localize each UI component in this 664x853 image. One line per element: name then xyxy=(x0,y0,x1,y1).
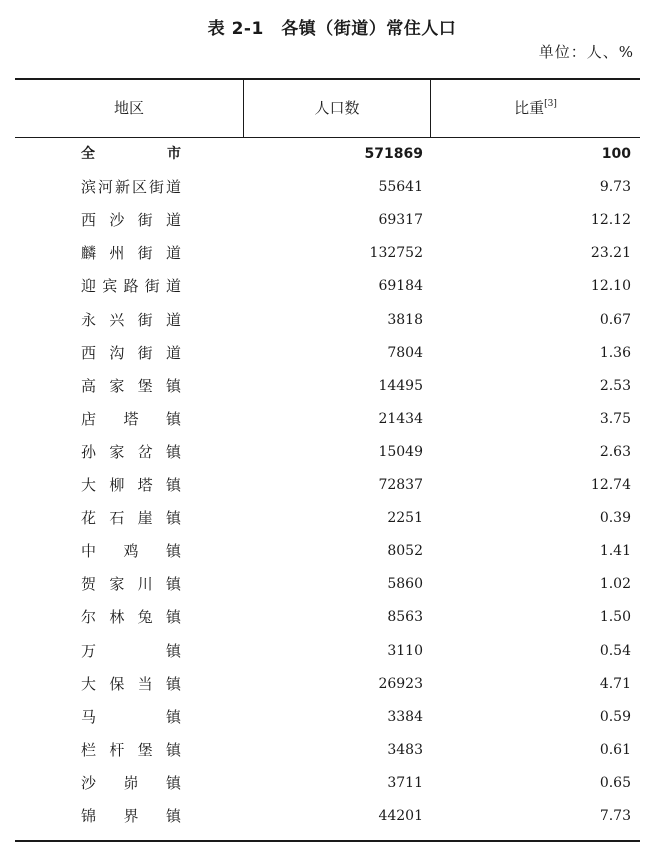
header-region: 地区 xyxy=(113,99,144,117)
region-name: 高家堡镇 xyxy=(81,376,181,395)
population-value: 55641 xyxy=(378,179,423,196)
share-value: 7.73 xyxy=(599,808,631,824)
share-value: 9.73 xyxy=(599,179,631,196)
unit-label: 单位：人、% xyxy=(538,43,634,61)
share-value: 4.71 xyxy=(599,675,631,692)
population-value: 15049 xyxy=(378,443,423,460)
region-name: 麟州街道 xyxy=(81,244,181,263)
region-name: 迎宾路街道 xyxy=(81,277,181,296)
table-row xyxy=(0,568,664,601)
share-value: 0.65 xyxy=(599,774,631,791)
region-name: 栏杆堡镇 xyxy=(81,740,181,759)
region-name: 万镇 xyxy=(81,641,181,660)
share-value: 0.54 xyxy=(599,642,631,659)
region-name: 花石崖镇 xyxy=(81,509,181,528)
population-value: 69317 xyxy=(378,212,423,229)
table-title: 表 2-1 各镇（街道）常住人口 xyxy=(207,19,457,39)
share-value: 1.41 xyxy=(599,543,631,560)
population-value: 21434 xyxy=(378,410,423,427)
table-row xyxy=(0,668,664,701)
region-name: 滨河新区街道 xyxy=(81,178,181,197)
region-name: 永兴街道 xyxy=(81,310,181,329)
table-row xyxy=(0,469,664,502)
header-share-footnote: [3] xyxy=(544,99,557,109)
region-name: 全市 xyxy=(81,146,181,162)
share-value: 1.02 xyxy=(599,576,631,593)
table-row xyxy=(0,601,664,634)
population-value: 14495 xyxy=(378,377,423,394)
header-share-label: 比重 xyxy=(514,99,545,117)
population-value: 132752 xyxy=(369,245,423,262)
table-row xyxy=(0,204,664,237)
share-value: 12.10 xyxy=(590,278,631,295)
table-bottom-rule xyxy=(15,840,640,842)
region-name: 西沙街道 xyxy=(81,211,181,230)
share-value: 0.59 xyxy=(599,708,631,725)
population-value: 44201 xyxy=(378,808,423,824)
population-value: 72837 xyxy=(378,477,423,493)
population-value: 3711 xyxy=(387,774,423,791)
header-population: 人口数 xyxy=(314,99,360,117)
population-value: 8563 xyxy=(387,609,423,626)
table-row xyxy=(0,337,664,370)
population-value: 3483 xyxy=(387,741,423,758)
share-value: 0.67 xyxy=(599,311,631,328)
table-row xyxy=(0,535,664,568)
share-value: 12.12 xyxy=(590,212,631,229)
population-value: 69184 xyxy=(378,278,423,295)
share-value: 3.75 xyxy=(599,410,631,427)
population-value: 5860 xyxy=(387,576,423,593)
table-row xyxy=(0,403,664,436)
population-value: 3110 xyxy=(387,642,423,659)
table-row xyxy=(0,436,664,469)
table-row xyxy=(0,502,664,535)
population-value: 2251 xyxy=(387,510,423,527)
header-share xyxy=(431,79,640,137)
table-row xyxy=(0,701,664,734)
region-name: 中鸡镇 xyxy=(81,542,181,561)
region-name: 锦界镇 xyxy=(81,807,181,825)
region-name: 马镇 xyxy=(81,707,181,726)
share-value: 23.21 xyxy=(590,245,631,262)
table-row xyxy=(0,304,664,337)
region-name: 大柳塔镇 xyxy=(81,476,181,494)
population-value: 8052 xyxy=(387,543,423,560)
table-row xyxy=(0,237,664,270)
region-name: 大保当镇 xyxy=(81,674,181,693)
region-name: 沙峁镇 xyxy=(81,773,181,792)
table-row xyxy=(0,767,664,800)
share-value: 100 xyxy=(601,146,631,162)
table-row xyxy=(0,800,664,833)
region-name: 店塔镇 xyxy=(81,409,181,428)
population-value: 571869 xyxy=(364,146,423,162)
share-value: 2.63 xyxy=(599,443,631,460)
region-name: 贺家川镇 xyxy=(81,575,181,594)
share-value: 0.39 xyxy=(599,510,631,527)
table-row xyxy=(0,171,664,204)
share-value: 12.74 xyxy=(590,477,631,493)
population-value: 3384 xyxy=(387,708,423,725)
region-name: 尔林兔镇 xyxy=(81,608,181,627)
population-value: 3818 xyxy=(387,311,423,328)
table-row xyxy=(0,370,664,403)
region-name: 西沟街道 xyxy=(81,343,181,362)
share-value: 1.36 xyxy=(599,344,631,361)
region-name: 孙家岔镇 xyxy=(81,442,181,461)
share-value: 1.50 xyxy=(599,609,631,626)
table-row xyxy=(0,734,664,767)
table-row xyxy=(0,270,664,303)
table-row xyxy=(0,635,664,668)
population-value: 26923 xyxy=(378,675,423,692)
share-value: 0.61 xyxy=(599,741,631,758)
share-value: 2.53 xyxy=(599,377,631,394)
population-value: 7804 xyxy=(387,344,423,361)
table-row-total xyxy=(0,138,664,171)
